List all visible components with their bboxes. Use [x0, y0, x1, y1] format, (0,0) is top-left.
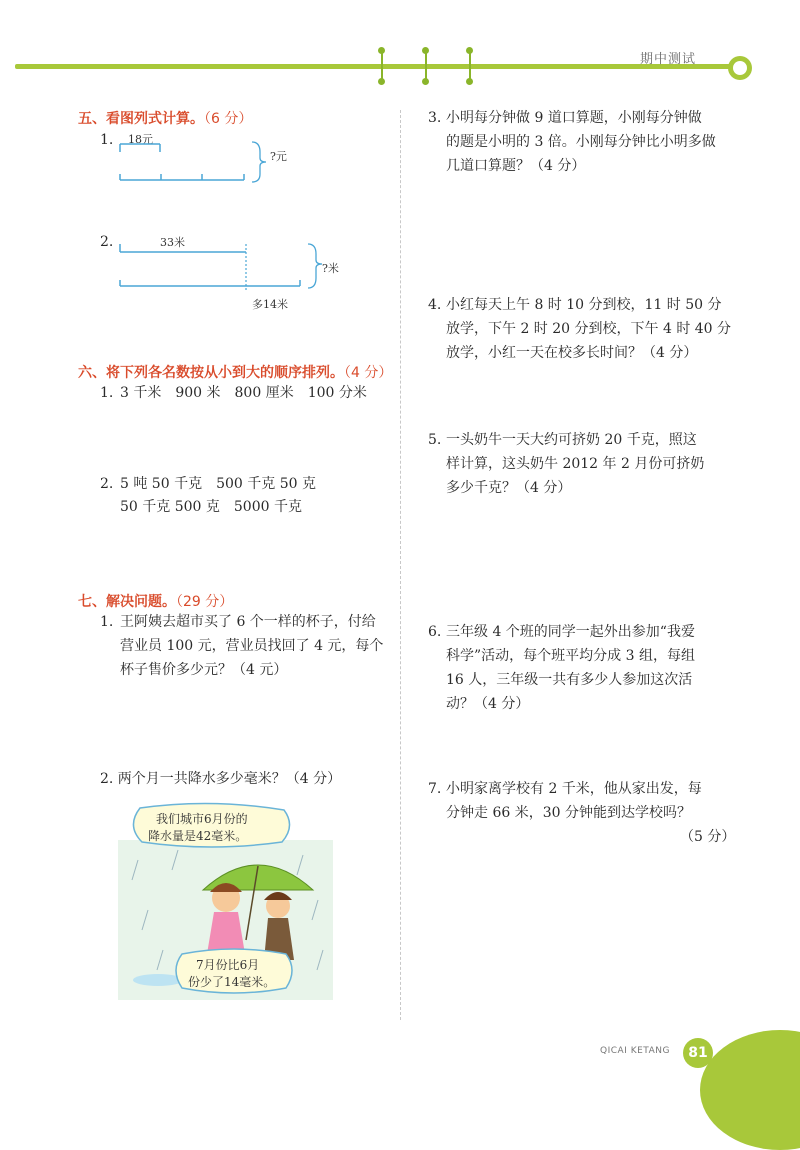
r-q5-line3: 多少千克？（4 分）	[446, 480, 572, 496]
header-title: 期中测试	[640, 52, 697, 67]
r-q4-number: 4.	[428, 297, 442, 313]
section6-title-text: 六、将下列各名数按从小到大的顺序排列。	[78, 365, 344, 381]
mascot-icon	[728, 56, 752, 80]
section7-title	[78, 591, 233, 611]
r-q6-line2: 科学”活动，每个班平均分成 3 组，每组	[446, 648, 695, 664]
r-q6-line1: 三年级 4 个班的同学一起外出参加“我爱	[446, 624, 695, 640]
s5-q2-right-label: ?米	[322, 262, 339, 275]
binder-ring-icon	[466, 47, 473, 85]
bubble1-line1: 我们城市6月份的	[156, 812, 248, 826]
section7-title-text: 七、解决问题。	[78, 594, 176, 610]
section5-points: （6 分）	[204, 111, 253, 127]
bubble1-line2: 降水量是42毫米。	[148, 829, 248, 843]
r-q4-line1: 小红每天上午 8 时 10 分到校，11 时 50 分	[446, 297, 722, 313]
r-q4-line3: 放学，小红一天在校多长时间？（4 分）	[446, 345, 698, 361]
bubble2-line2: 份少了14毫米。	[188, 975, 276, 989]
s5-q1-top-label: 18元	[128, 133, 153, 146]
r-q3-line3: 几道口算题？（4 分）	[446, 158, 586, 174]
binder-ring-icon	[422, 47, 429, 85]
section6-points: （4 分）	[344, 365, 393, 381]
s7-q1-number: 1.	[100, 614, 114, 630]
section5-title-text: 五、看图列式计算。	[78, 111, 204, 127]
s5-q2-bottom-label: 多14米	[252, 298, 288, 311]
r-q7-line3: （5 分）	[680, 829, 736, 845]
header-bar	[15, 64, 735, 69]
r-q3-number: 3.	[428, 110, 442, 126]
s6-q2-line2: 50 千克 500 克 5000 千克	[120, 499, 302, 515]
s6-q2-number: 2.	[100, 476, 114, 492]
r-q7-line1: 小明家离学校有 2 千米，他从家出发，每	[446, 781, 702, 797]
s6-q1-number: 1.	[100, 385, 114, 401]
s5-q2-diagram	[110, 240, 325, 300]
section5-title	[78, 108, 252, 128]
footer-brand: QICAI KETANG	[600, 1046, 670, 1056]
r-q7-number: 7.	[428, 781, 442, 797]
s5-q2-number: 2.	[100, 234, 114, 250]
corner-decoration	[700, 1030, 800, 1150]
section6-title	[78, 362, 392, 382]
s5-q1-diagram	[110, 140, 270, 190]
bubble2-line1: 7月份比6月	[196, 958, 260, 972]
r-q5-number: 5.	[428, 432, 442, 448]
r-q6-line4: 动？（4 分）	[446, 696, 530, 712]
s7-q1-line1: 王阿姨去超市买了 6 个一样的杯子，付给	[120, 614, 376, 630]
s6-q1-line1: 3 千米 900 米 800 厘米 100 分米	[120, 385, 367, 401]
r-q6-number: 6.	[428, 624, 442, 640]
r-q7-line2: 分钟走 66 米，30 分钟能到达学校吗？	[446, 805, 691, 821]
column-divider	[400, 110, 401, 1020]
s5-q1-right-label: ?元	[270, 150, 287, 163]
r-q4-line2: 放学，下午 2 时 20 分到校，下午 4 时 40 分	[446, 321, 732, 337]
s7-q1-line3: 杯子售价多少元？（4 元）	[120, 662, 288, 678]
r-q5-line2: 样计算，这头奶牛 2012 年 2 月份可挤奶	[446, 456, 705, 472]
r-q6-line3: 16 人，三年级一共有多少人参加这次活	[446, 672, 693, 688]
rain-illustration	[118, 800, 333, 1000]
s7-q1-line2: 营业员 100 元，营业员找回了 4 元，每个	[120, 638, 384, 654]
r-q3-line2: 的题是小明的 3 倍。小刚每分钟比小明多做	[446, 134, 716, 150]
r-q3-line1: 小明每分钟做 9 道口算题，小刚每分钟做	[446, 110, 702, 126]
r-q5-line1: 一头奶牛一天大约可挤奶 20 千克，照这	[446, 432, 697, 448]
page-number: 81	[683, 1038, 713, 1068]
section7-points: （29 分）	[176, 594, 234, 610]
s6-q2-line1: 5 吨 50 千克 500 千克 50 克	[120, 476, 316, 492]
s7-q2-text: 2. 两个月一共降水多少毫米？（4 分）	[100, 771, 342, 787]
s5-q1-number: 1.	[100, 132, 114, 148]
binder-ring-icon	[378, 47, 385, 85]
s5-q2-top-label: 33米	[160, 236, 185, 249]
